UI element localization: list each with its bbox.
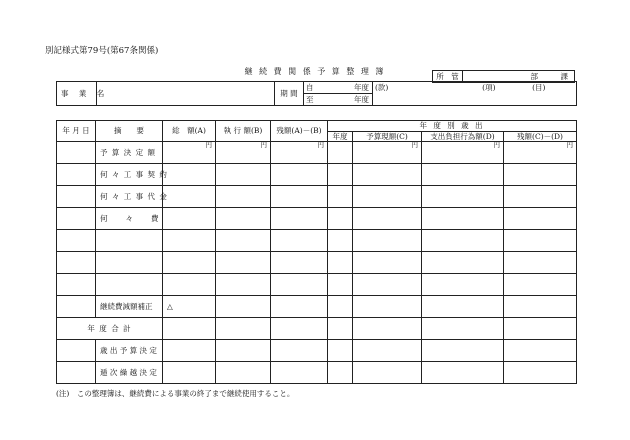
ledger-cell[interactable] xyxy=(504,296,577,318)
kou-field[interactable]: (項) xyxy=(434,82,502,106)
ledger-row-label: 予 算 決 定 額 xyxy=(96,142,163,164)
period-label: 期 間 xyxy=(275,82,304,106)
ledger-row-label xyxy=(96,252,163,274)
ledger-cell[interactable] xyxy=(328,318,353,340)
ledger-cell[interactable] xyxy=(422,164,504,186)
ledger-cell[interactable] xyxy=(163,186,216,208)
header-year: 年度 xyxy=(328,132,353,142)
triangle-mark: △ xyxy=(163,296,216,318)
ledger-cell[interactable] xyxy=(328,142,353,164)
ledger-cell[interactable] xyxy=(504,230,577,252)
ledger-cell[interactable] xyxy=(163,362,216,384)
ledger-cell[interactable] xyxy=(422,208,504,230)
ledger-cell[interactable] xyxy=(422,274,504,296)
ledger-cell[interactable] xyxy=(504,208,577,230)
ledger-cell[interactable] xyxy=(163,208,216,230)
ledger-table xyxy=(56,120,577,384)
ledger-cell[interactable] xyxy=(422,186,504,208)
kan-field[interactable]: (款) xyxy=(373,82,434,106)
ledger-cell[interactable] xyxy=(271,274,328,296)
ledger-cell[interactable] xyxy=(271,230,328,252)
ledger-cell[interactable] xyxy=(216,252,271,274)
ledger-cell[interactable] xyxy=(163,274,216,296)
ledger-cell[interactable] xyxy=(271,318,328,340)
ledger-cell[interactable] xyxy=(504,186,577,208)
yearly-total-label: 年 度 合 計 xyxy=(57,318,163,340)
ledger-row-label xyxy=(96,230,163,252)
ledger-cell[interactable] xyxy=(328,230,353,252)
ledger-cell[interactable] xyxy=(504,318,577,340)
ledger-cell[interactable] xyxy=(163,164,216,186)
ledger-cell[interactable] xyxy=(216,186,271,208)
ledger-cell[interactable] xyxy=(422,230,504,252)
ledger-row-label xyxy=(96,274,163,296)
ledger-cell[interactable] xyxy=(353,230,422,252)
project-name-label: 事 業 名 xyxy=(57,82,97,106)
header-total: 総 額(A) xyxy=(163,121,216,142)
period-from-label: 自 xyxy=(304,82,320,94)
ledger-row-label: 歳 出 予 算 決 定 xyxy=(96,340,163,362)
ledger-cell[interactable] xyxy=(328,340,353,362)
ledger-cell[interactable] xyxy=(216,274,271,296)
ledger-cell[interactable] xyxy=(163,252,216,274)
ledger-cell[interactable] xyxy=(216,318,271,340)
ledger-cell[interactable] xyxy=(504,340,577,362)
ledger-cell[interactable] xyxy=(422,340,504,362)
ledger-cell[interactable] xyxy=(216,340,271,362)
ledger-cell[interactable] xyxy=(328,296,353,318)
yen-unit: 円 xyxy=(422,142,504,164)
ledger-date-cell[interactable] xyxy=(57,186,96,208)
ledger-cell[interactable] xyxy=(216,230,271,252)
form-identifier: 別記様式第79号(第67条関係) xyxy=(45,46,159,56)
ledger-cell[interactable] xyxy=(163,340,216,362)
ledger-cell[interactable] xyxy=(353,252,422,274)
ledger-cell[interactable] xyxy=(271,252,328,274)
ledger-date-cell[interactable] xyxy=(57,296,96,318)
ledger-cell[interactable] xyxy=(353,340,422,362)
ledger-cell[interactable] xyxy=(271,296,328,318)
header-balance2: 残額(C)－(D) xyxy=(504,132,577,142)
ledger-cell[interactable] xyxy=(422,252,504,274)
period-to-field[interactable]: 年度 xyxy=(320,94,373,106)
header-obligation: 支出負担行為額(D) xyxy=(422,132,504,142)
dept-label: 所 管 xyxy=(433,71,463,83)
usage-note: (注) この整理簿は、継続費による事業の終了まで継続使用すること。 xyxy=(56,389,295,398)
ledger-date-cell[interactable] xyxy=(57,252,96,274)
ledger-date-cell[interactable] xyxy=(57,164,96,186)
ledger-cell[interactable] xyxy=(504,252,577,274)
ledger-cell[interactable] xyxy=(353,274,422,296)
ledger-cell[interactable] xyxy=(328,362,353,384)
ledger-cell[interactable] xyxy=(271,164,328,186)
yen-unit: 円 xyxy=(216,142,271,164)
ledger-cell[interactable] xyxy=(353,208,422,230)
yen-unit: 円 xyxy=(353,142,422,164)
ledger-cell[interactable] xyxy=(353,362,422,384)
header-executed: 執 行 額(B) xyxy=(216,121,271,142)
header-yearly-group: 年 度 別 歳 出 xyxy=(328,121,577,132)
ledger-cell[interactable] xyxy=(328,208,353,230)
ledger-cell[interactable] xyxy=(353,318,422,340)
ledger-cell[interactable] xyxy=(328,252,353,274)
ledger-row-label: 継続費減額補正 xyxy=(96,296,163,318)
header-budget-current: 予算現額(C) xyxy=(353,132,422,142)
ledger-cell[interactable] xyxy=(422,318,504,340)
ledger-cell[interactable] xyxy=(353,296,422,318)
ledger-cell[interactable] xyxy=(163,318,216,340)
ledger-cell[interactable] xyxy=(353,164,422,186)
ledger-row-label: 何 々 工 事 代 金 xyxy=(96,186,163,208)
ledger-cell[interactable] xyxy=(422,362,504,384)
header-balance: 残額(A)－(B) xyxy=(271,121,328,142)
ledger-date-cell[interactable] xyxy=(57,230,96,252)
moku-field[interactable]: (目) xyxy=(502,82,577,106)
ledger-date-cell[interactable] xyxy=(57,362,96,384)
ledger-cell[interactable] xyxy=(271,186,328,208)
dept-field[interactable]: 部 課 xyxy=(463,71,575,83)
period-from-field[interactable]: 年度 xyxy=(320,82,373,94)
yen-unit: 円 xyxy=(163,142,216,164)
header-summary: 摘 要 xyxy=(96,121,163,142)
ledger-cell[interactable] xyxy=(216,362,271,384)
ledger-cell[interactable] xyxy=(216,164,271,186)
yen-unit: 円 xyxy=(271,142,328,164)
ledger-date-cell[interactable] xyxy=(57,208,96,230)
ledger-cell[interactable] xyxy=(328,274,353,296)
header-date: 年 月 日 xyxy=(57,121,96,142)
ledger-cell[interactable] xyxy=(422,296,504,318)
ledger-cell[interactable] xyxy=(271,362,328,384)
ledger-cell[interactable] xyxy=(328,164,353,186)
ledger-title: 継 続 費 関 係 予 算 整 理 簿 xyxy=(244,67,386,76)
ledger-cell[interactable] xyxy=(353,186,422,208)
ledger-date-cell[interactable] xyxy=(57,274,96,296)
ledger-row-label: 逓 次 繰 越 決 定 xyxy=(96,362,163,384)
project-info-table xyxy=(56,81,577,106)
ledger-cell[interactable] xyxy=(504,274,577,296)
ledger-cell[interactable] xyxy=(216,296,271,318)
ledger-cell[interactable] xyxy=(328,186,353,208)
ledger-cell[interactable] xyxy=(271,208,328,230)
yen-unit: 円 xyxy=(504,142,577,164)
ledger-cell[interactable] xyxy=(504,164,577,186)
project-name-field[interactable] xyxy=(97,82,275,106)
ledger-cell[interactable] xyxy=(163,230,216,252)
ledger-cell[interactable] xyxy=(504,362,577,384)
period-to-label: 至 xyxy=(304,94,320,106)
ledger-date-cell[interactable] xyxy=(57,142,96,164)
ledger-row-label: 何 々 工 事 契 約 xyxy=(96,164,163,186)
ledger-cell[interactable] xyxy=(271,340,328,362)
ledger-row-label: 何 々 費 xyxy=(96,208,163,230)
ledger-date-cell[interactable] xyxy=(57,340,96,362)
ledger-cell[interactable] xyxy=(216,208,271,230)
